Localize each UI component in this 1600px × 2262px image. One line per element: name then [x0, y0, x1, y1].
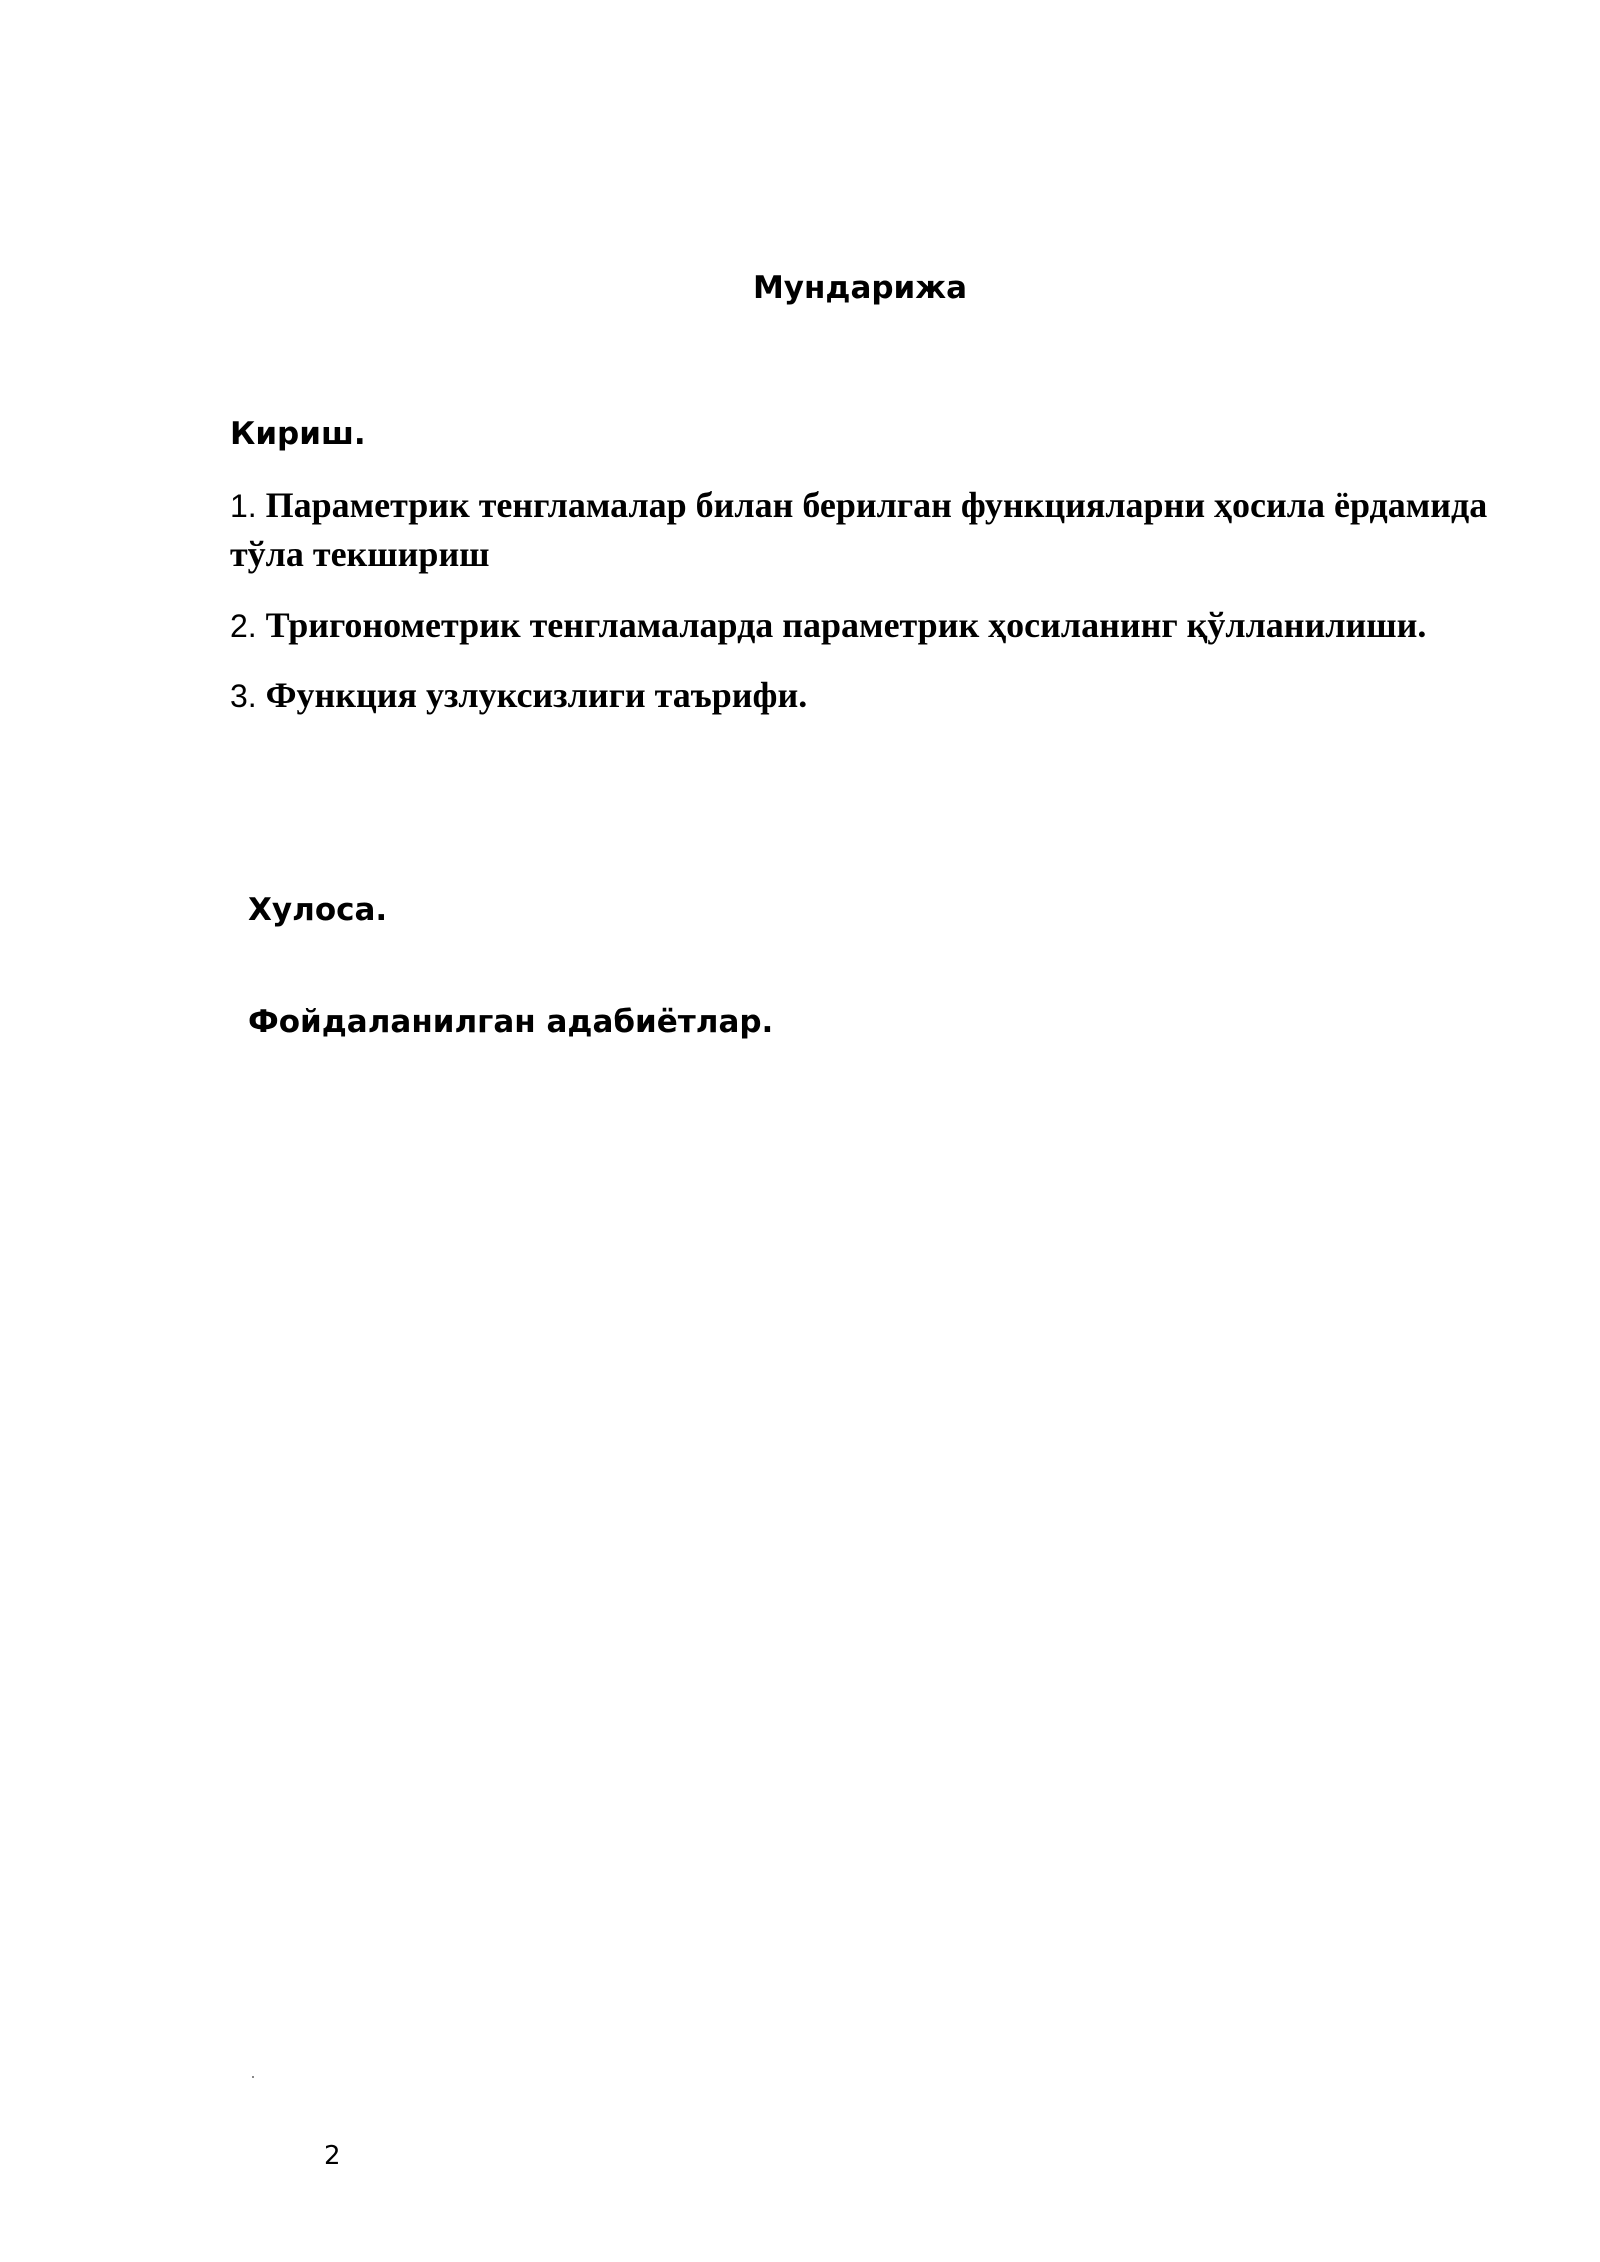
intro-heading: Кириш. [230, 416, 366, 452]
footer-mark [252, 2076, 254, 2078]
page-title: Мундарижа [752, 270, 968, 306]
toc-item-text: Функция узлуксизлиги таърифи. [265, 675, 808, 715]
toc-item-text: Параметрик тенгламалар билан берилган функцияларни ҳосила ёрдамида тўла текшириш [230, 485, 1488, 574]
toc-item-3 [230, 671, 1530, 720]
toc-item-1 [230, 481, 1530, 578]
toc-item-number: 3. [230, 678, 266, 714]
page-number: 2 [324, 2141, 341, 2171]
toc-item-text: Тригонометрик тенгламаларда параметрик ҳосиланинг қўлланилиши. [265, 605, 1427, 645]
conclusion-heading: Хулоса. [248, 892, 388, 928]
toc-item-number: 2. [230, 608, 266, 644]
toc-item-2 [230, 601, 1530, 650]
toc-item-number: 1. [230, 488, 266, 524]
references-heading: Фойдаланилган адабиётлар. [248, 1004, 774, 1040]
